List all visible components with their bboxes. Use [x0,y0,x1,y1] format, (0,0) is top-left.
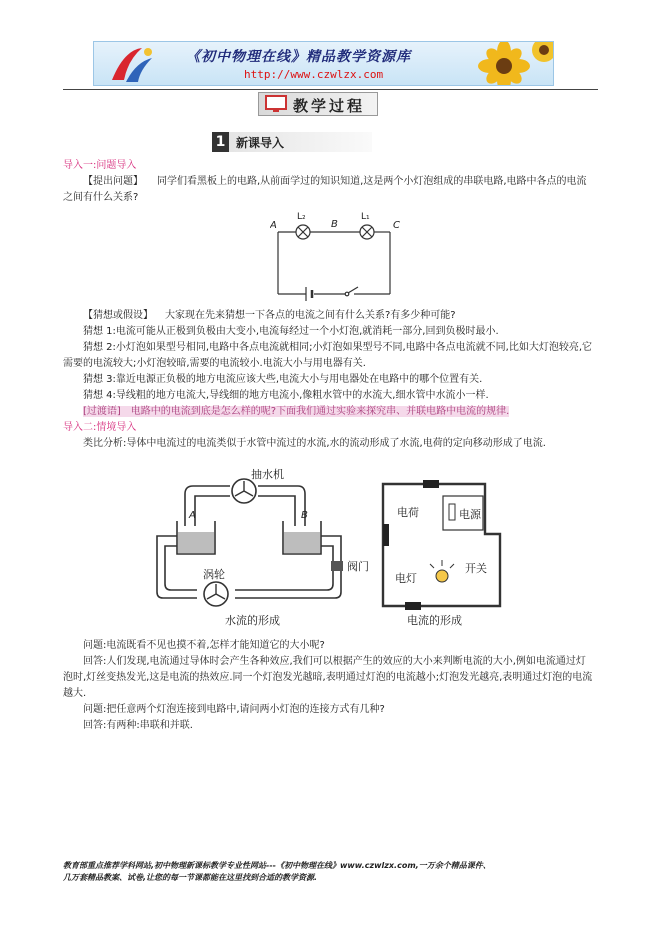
logo-icon [102,42,162,86]
battery-icon [306,287,312,301]
water-current-analogy-figure [155,466,505,634]
transition-paragraph [63,404,595,420]
guess-text: 大家现在先来猜想一下各点的电流之间有什么关系?有多少种可能? [165,310,456,321]
label-l1: L₁ [361,212,370,222]
header-banner [93,41,554,86]
subsection-number: 1 [212,132,229,152]
transition-text: [过渡语] 电路中的电流到底是怎么样的呢?下面我们通过实验来探究串、并联电路中电流的规律. [83,406,510,417]
intro2-heading: 导入二:情境导入 [63,422,137,433]
banner-title: 《初中物理在线》精品教学资源库 [186,49,411,65]
current-caption: 电流的形成 [407,614,462,627]
lamp-l1-icon [360,225,374,239]
label-b: B [331,219,338,230]
turbine-icon [204,582,228,606]
question-1: 问题:电流既看不见也摸不着,怎样才能知道它的大小呢? [83,640,325,651]
guess-3: 猜想 3:靠近电源正负极的地方电流应该大些,电流大小与用电器处在电路中的哪个位置有关. [83,374,483,385]
guess-paragraph [63,308,595,324]
label-a: A [270,220,277,231]
answer-2: 回答:有两种:串联和并联. [83,720,193,731]
problem-text: 同学们看黑板上的电路,从前面学过的知识知道,这是两个小灯泡组成的串联电路,电路中各点的电流之间有什么关系? [63,176,587,203]
source-label: 电源 [459,508,481,521]
turbine-label: 涡轮 [203,568,225,581]
header-rule [63,89,598,90]
bulb-icon [430,560,454,582]
tank-b-label: B [301,510,308,521]
subsection-title: 新课导入 [236,136,285,150]
guess-4: 猜想 4:导线粗的地方电流大,导线细的地方电流小,像粗水管中的水流大,细水管中水流小一样. [83,390,489,401]
guess-1: 猜想 1:电流可能从正极到负极由大变小,电流每经过一个小灯泡,就消耗一部分,回到负极时最小. [83,326,499,337]
water-caption: 水流的形成 [225,614,280,627]
section-title: 教学过程 [293,97,366,115]
tank-a-label: A [189,510,196,521]
guess-2: 猜想 2:小灯泡如果型号相同,电路中各点电流就相同;小灯泡如果型号不同,电路中各点电流就不同,比如大灯泡较亮,它需要的电流较大;小灯泡较暗,需要的电流较小.电流大小与用电器有关. [63,342,592,369]
series-circuit-diagram [270,210,410,302]
answer-1: 回答:人们发现,电流通过导体时会产生各种效应,我们可以根据产生的效应的大小来判断电流的大小,例如电流通过灯泡时,灯丝变热发光,这是电流的热效应.同一个灯泡发光越暗,表明通过灯泡的电流越小;灯泡发光越亮,表明通过灯泡的电流越大. [63,656,593,699]
monitor-icon [265,95,287,113]
lamp-l2-icon [296,225,310,239]
subsection-heading [212,132,372,152]
valve-label: 阀门 [347,560,369,573]
switch-label: 开关 [465,562,487,575]
sunflower-icon [474,42,554,86]
problem-paragraph [63,174,595,206]
footer-line-1: 教育部重点推荐学科网站,初中物理新课标教学专业性网站---《初中物理在线》www.czwlzx.com,一万余个精品课件、 [63,861,491,870]
label-l2: L₂ [297,212,306,222]
pump-label: 抽水机 [251,468,284,481]
page-footer [63,860,623,884]
guess-tag: 【猜想或假设】 [83,310,153,321]
footer-line-2: 几万套精品教案、试卷,让您的每一节课都能在这里找到合适的教学资源. [63,873,318,882]
lamp-label: 电灯 [395,572,417,585]
problem-tag: 【提出问题】 [83,176,143,187]
section-heading [258,92,378,116]
question-2: 问题:把任意两个灯泡连接到电路中,请问两小灯泡的连接方式有几种? [83,704,385,715]
pump-icon [232,479,256,503]
valve-icon [331,561,343,571]
intro2-text: 类比分析:导体中电流过的电流类似于水管中流过的水流,水的流动形成了水流,电荷的定向移动形成了电流. [83,438,546,449]
charge-label: 电荷 [397,506,419,519]
banner-url[interactable]: http://www.czwlzx.com [244,68,384,81]
label-c: C [393,220,400,231]
intro1-heading: 导入一:问题导入 [63,160,137,171]
